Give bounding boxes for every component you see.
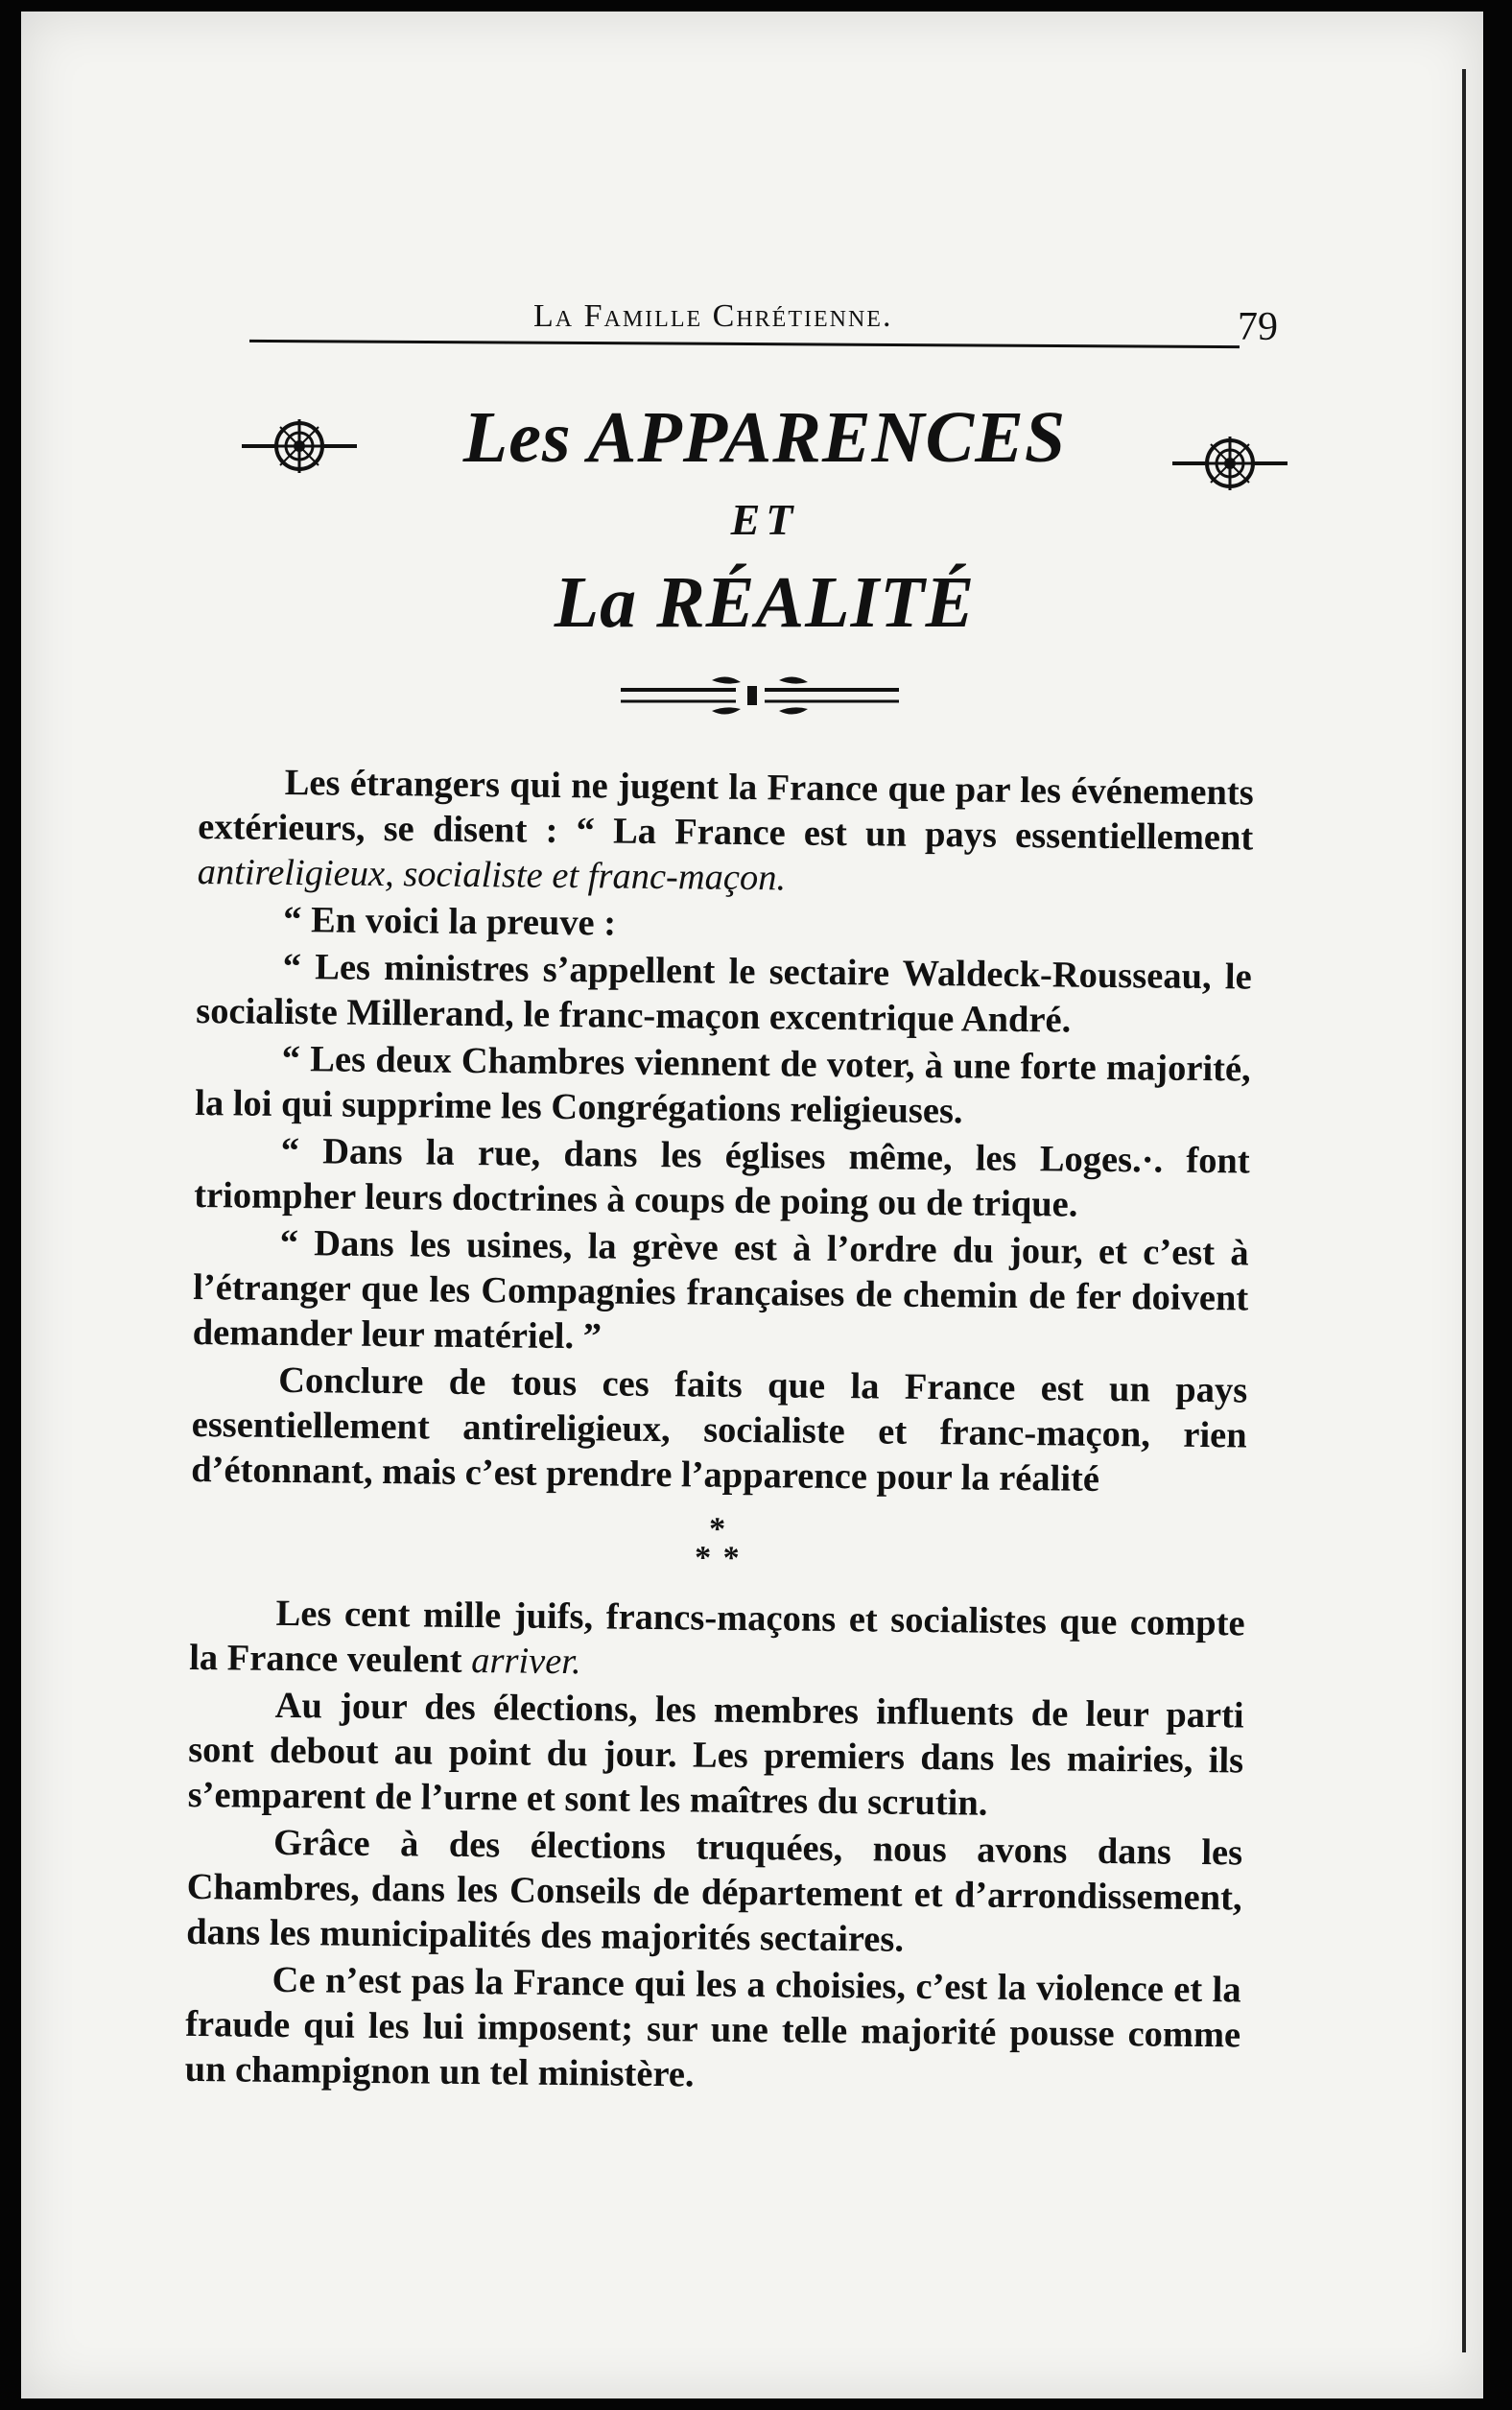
divider-ornament-icon [621,669,899,726]
page-edge-shadow [1462,69,1466,2352]
title-line-et: ET [730,495,799,544]
paragraph-9: Au jour des élections, les membres influents de leur parti sont debout au point du jour. Les premiers dans les mairies, ils s’emparent de l’urne et sont les maîtres du scrutin. [187,1685,1244,1824]
paragraph-7: Conclure de tous ces faits que la France est un pays essentiellement antireligieux, socialiste et franc-maçon, rien d’étonnant, mais c’est prendre l’apparence pour la réalité [191,1359,1248,1500]
paragraph-8-italic: arriver. [471,1641,581,1683]
paragraph-11: Ce n’est pas la France qui les a choisies, c’est la violence et la fraude qui les lui imposent; sur une telle majorité pousse comme un champignon un tel ministère. [184,1959,1241,2095]
paragraph-5: “ Dans la rue, dans les églises même, les Loges.·. font triompher leurs doctrines à coups de poing ou de trique. [194,1130,1250,1225]
page-header [232,285,1278,362]
paragraph-3: “ Les ministres s’appellent le sectaire Waldeck-Rousseau, le socialiste Millerand, le franc-maçon excentrique André. [196,946,1252,1041]
chapter-title-block [232,390,1297,736]
paragraph-1 [198,760,1254,907]
running-head: La Famille Chrétienne. [533,298,893,334]
book-page [21,12,1483,2398]
paragraph-1-text: Les étrangers qui ne jugent la France que par les événements extérieurs, se disent : “ La France est un pays essentiellement [198,762,1254,859]
paragraph-1-italic: antireligieux, socialiste et franc-maçon. [197,851,787,899]
paragraph-4: “ Les deux Chambres viennent de voter, à une forte majorité, la loi qui supprime les Congrégations religieuses. [195,1038,1251,1132]
page-number: 79 [1238,305,1278,349]
paragraph-2: “ En voici la preuve : [283,899,617,944]
asterism-top: * [708,1511,728,1548]
header-rule [249,340,1240,348]
paragraph-8-text: Les cent mille juifs, francs-maçons et socialistes que compte la France veulent [188,1593,1245,1682]
asterism-separator [190,1510,1246,1579]
paragraph-10: Grâce à des élections truquées, nous avons dans les Chambres, dans les Conseils de département et d’arrondissement, dans les municipalités des majorités sectaires. [185,1822,1243,1960]
paragraph-6: “ Dans les usines, la grève est à l’ordre du jour, et c’est à l’étranger que les Compagnies françaises de chemin de fer doivent demander leur matériel. ” [192,1222,1249,1358]
title-line-realite: La RÉALITÉ [554,562,976,643]
asterism-bottom: * * [694,1540,742,1576]
title-line-apparences: Les APPARENCES [462,397,1067,478]
body-text [184,760,1254,2105]
paragraph-8 [189,1591,1245,1692]
